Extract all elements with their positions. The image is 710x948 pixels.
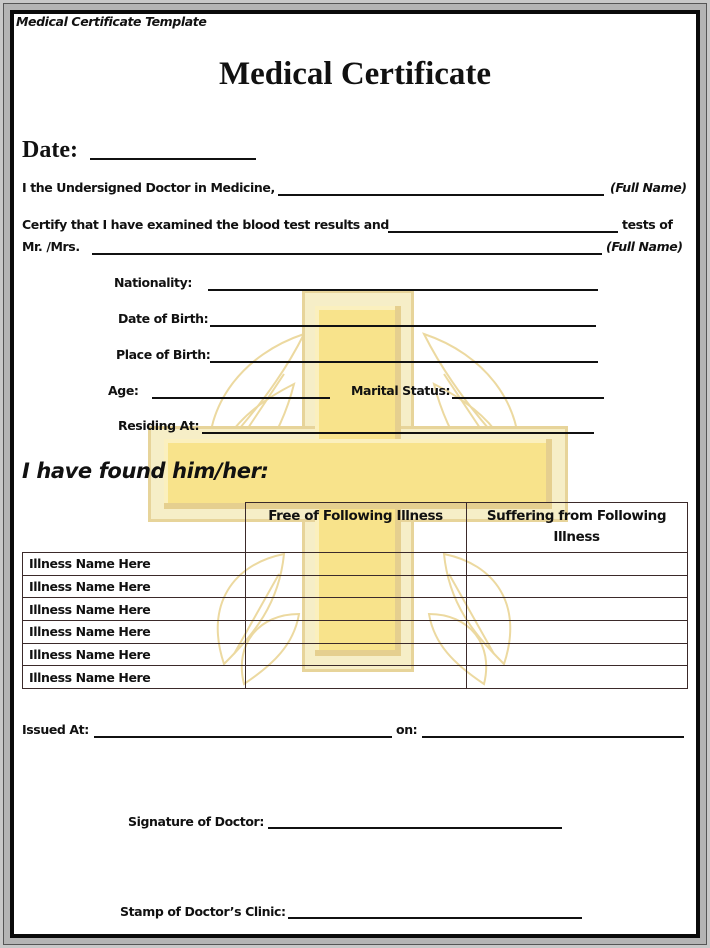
suffering-cell[interactable] xyxy=(466,621,687,644)
suffering-cell[interactable] xyxy=(466,598,687,621)
date-label: Date: xyxy=(22,137,78,163)
free-cell[interactable] xyxy=(245,598,466,621)
issued-on-field[interactable] xyxy=(422,736,684,738)
illness-table xyxy=(22,502,688,689)
place-of-birth-field[interactable] xyxy=(210,361,598,363)
illness-name-cell: Illness Name Here xyxy=(23,666,246,689)
doctor-name-field[interactable] xyxy=(278,194,604,196)
nationality-label: Nationality: xyxy=(114,275,192,290)
free-cell[interactable] xyxy=(245,575,466,598)
table-header-row xyxy=(23,503,688,553)
suffering-cell[interactable] xyxy=(466,553,687,576)
date-field[interactable] xyxy=(90,158,256,160)
suffering-cell[interactable] xyxy=(466,643,687,666)
patient-name-field[interactable] xyxy=(92,253,602,255)
doctor-name-label: I the Undersigned Doctor in Medicine, xyxy=(22,180,275,195)
page-title: Medical Certificate xyxy=(218,56,492,92)
illness-name-cell: Illness Name Here xyxy=(23,643,246,666)
issued-at-field[interactable] xyxy=(94,736,392,738)
illness-name-cell: Illness Name Here xyxy=(23,553,246,576)
table-row xyxy=(23,575,688,598)
table-row xyxy=(23,553,688,576)
certify-label: Certify that I have examined the blood test results and xyxy=(22,217,389,232)
nationality-field[interactable] xyxy=(208,289,598,291)
table-row xyxy=(23,621,688,644)
date-of-birth-field[interactable] xyxy=(210,325,596,327)
tests-field[interactable] xyxy=(388,231,618,233)
clinic-stamp-label: Stamp of Doctor’s Clinic: xyxy=(120,904,286,919)
residing-at-field[interactable] xyxy=(202,432,594,434)
column-header-free: Free of Following Illness xyxy=(245,503,466,553)
clinic-stamp-field[interactable] xyxy=(288,917,582,919)
place-of-birth-label: Place of Birth: xyxy=(116,347,211,362)
free-cell[interactable] xyxy=(245,621,466,644)
table-row xyxy=(23,643,688,666)
findings-heading: I have found him/her: xyxy=(22,459,269,483)
tests-of-label: tests of xyxy=(622,217,673,232)
suffering-cell[interactable] xyxy=(466,575,687,598)
free-cell[interactable] xyxy=(245,666,466,689)
illness-name-cell: Illness Name Here xyxy=(23,621,246,644)
doctor-signature-field[interactable] xyxy=(268,827,562,829)
age-field[interactable] xyxy=(152,397,330,399)
column-header-illness xyxy=(23,503,246,553)
illness-name-cell: Illness Name Here xyxy=(23,575,246,598)
patient-name-hint: (Full Name) xyxy=(606,239,683,254)
free-cell[interactable] xyxy=(245,643,466,666)
issued-on-label: on: xyxy=(396,722,418,737)
doctor-signature-label: Signature of Doctor: xyxy=(128,814,264,829)
residing-at-label: Residing At: xyxy=(118,418,200,433)
table-row xyxy=(23,598,688,621)
doctor-name-hint: (Full Name) xyxy=(610,180,687,195)
marital-status-label: Marital Status: xyxy=(351,383,451,398)
date-of-birth-label: Date of Birth: xyxy=(118,311,209,326)
marital-status-field[interactable] xyxy=(452,397,604,399)
issued-at-label: Issued At: xyxy=(22,722,89,737)
patient-name-label: Mr. /Mrs. xyxy=(22,239,80,254)
template-label: Medical Certificate Template xyxy=(16,14,207,29)
age-label: Age: xyxy=(108,383,139,398)
certificate-page xyxy=(10,10,700,938)
suffering-cell[interactable] xyxy=(466,666,687,689)
free-cell[interactable] xyxy=(245,553,466,576)
table-row xyxy=(23,666,688,689)
illness-name-cell: Illness Name Here xyxy=(23,598,246,621)
column-header-suffering: Suffering from Following Illness xyxy=(466,503,687,553)
